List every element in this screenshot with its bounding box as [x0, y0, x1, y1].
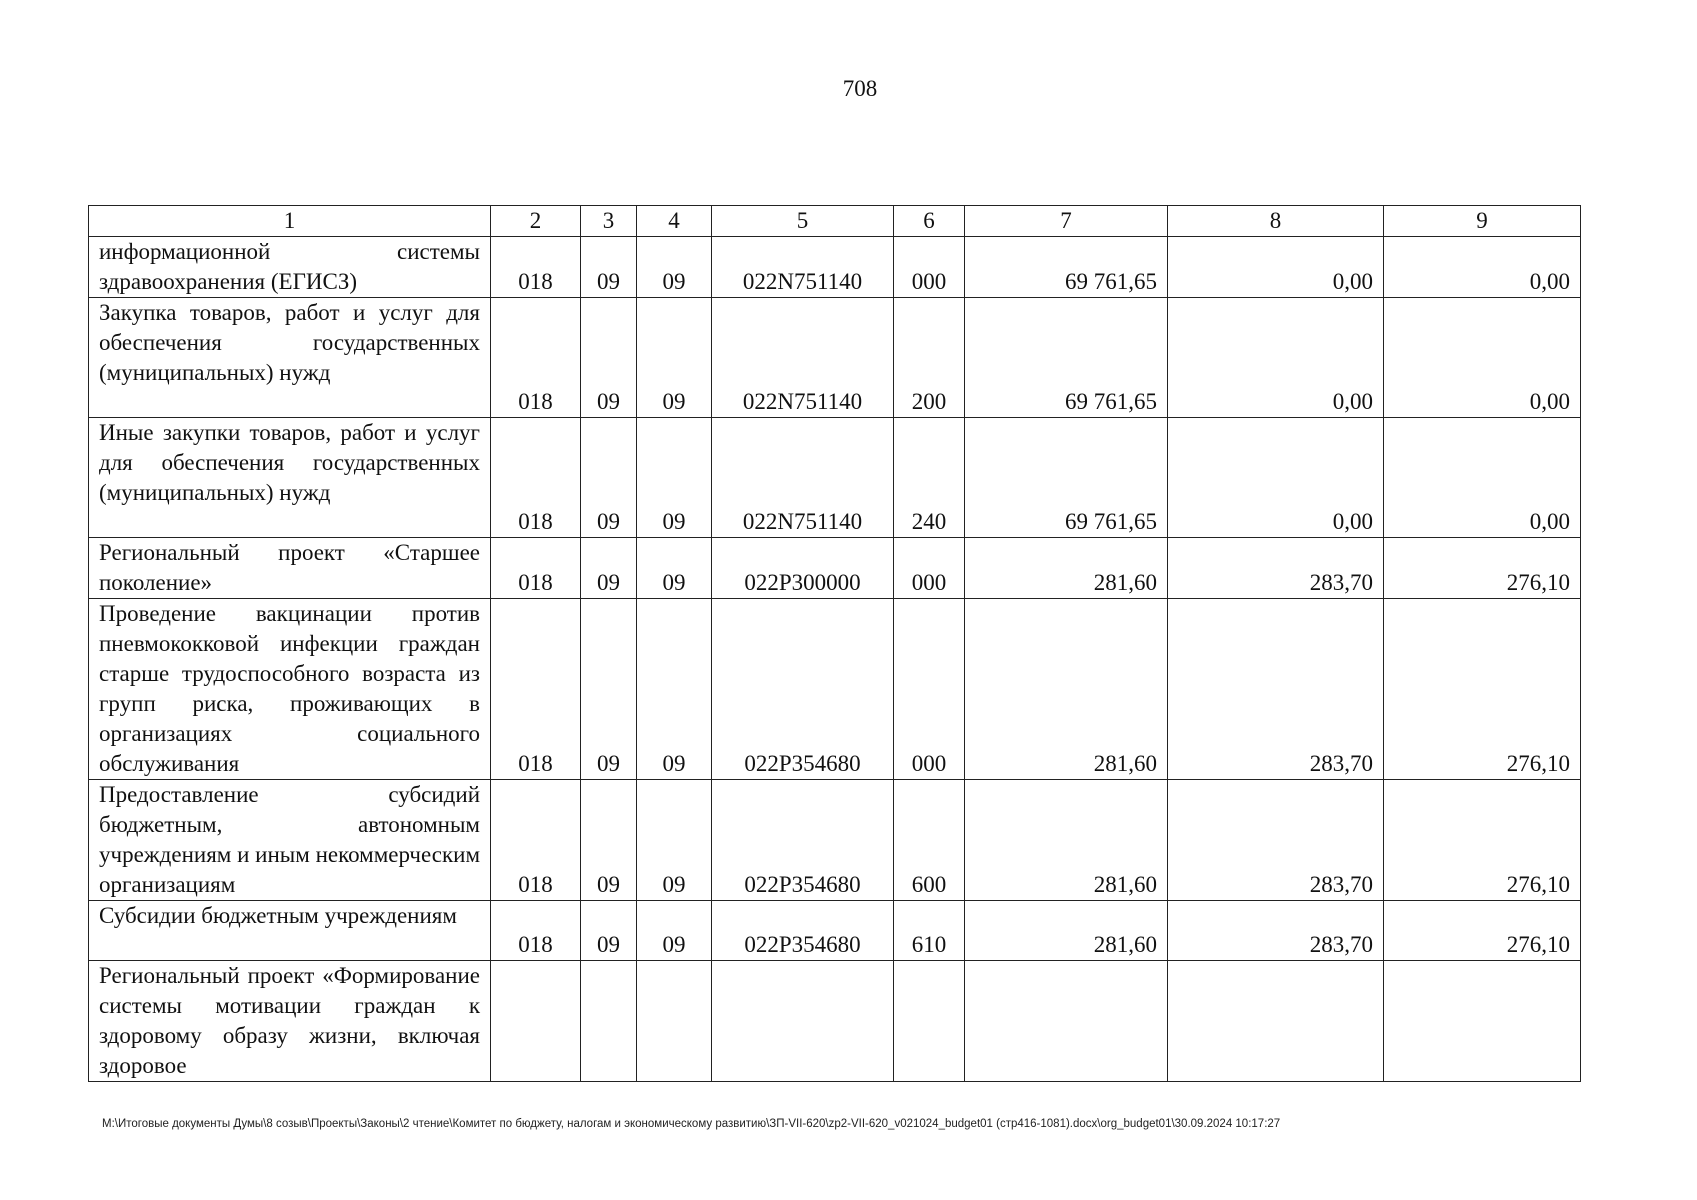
row-cell-col7: 69 761,65 — [965, 418, 1168, 538]
table-row — [89, 961, 1581, 1082]
row-cell-col4: 09 — [637, 780, 712, 901]
row-cell-col3: 09 — [581, 418, 637, 538]
row-cell-col9 — [1384, 961, 1581, 1082]
row-cell-col5: 022N751140 — [712, 418, 894, 538]
row-cell-col5: 022P300000 — [712, 538, 894, 599]
row-cell-col6: 000 — [894, 599, 965, 780]
row-name-cell: Закупка товаров, работ и услуг для обеспечения государственных (муниципальных) нужд — [89, 298, 491, 418]
row-cell-col6: 610 — [894, 901, 965, 961]
header-cell: 1 — [89, 206, 491, 237]
table-row — [89, 901, 1581, 961]
row-cell-col2: 018 — [491, 418, 581, 538]
row-cell-col8: 283,70 — [1168, 901, 1384, 961]
row-name-cell: Субсидии бюджетным учреждениям — [89, 901, 491, 961]
row-cell-col3: 09 — [581, 780, 637, 901]
header-cell: 2 — [491, 206, 581, 237]
row-cell-col3: 09 — [581, 538, 637, 599]
row-cell-col9: 276,10 — [1384, 780, 1581, 901]
row-name-cell: Иные закупки товаров, работ и услуг для обеспечения государственных (муниципальных) нужд — [89, 418, 491, 538]
row-cell-col4 — [637, 961, 712, 1082]
row-cell-col4: 09 — [637, 298, 712, 418]
row-cell-col7: 281,60 — [965, 599, 1168, 780]
row-cell-col7: 69 761,65 — [965, 237, 1168, 298]
row-cell-col9: 0,00 — [1384, 418, 1581, 538]
row-cell-col8: 0,00 — [1168, 418, 1384, 538]
row-cell-col4: 09 — [637, 418, 712, 538]
header-row — [89, 206, 1581, 237]
row-cell-col5: 022N751140 — [712, 298, 894, 418]
row-cell-col7: 281,60 — [965, 901, 1168, 961]
row-cell-col4: 09 — [637, 901, 712, 961]
table-row — [89, 237, 1581, 298]
row-cell-col9: 276,10 — [1384, 538, 1581, 599]
row-cell-col5 — [712, 961, 894, 1082]
row-cell-col6: 000 — [894, 237, 965, 298]
header-cell: 8 — [1168, 206, 1384, 237]
header-cell: 3 — [581, 206, 637, 237]
row-cell-col6: 240 — [894, 418, 965, 538]
footer-file-path: M:\Итоговые документы Думы\8 созыв\Проекты\Законы\2 чтение\Комитет по бюджету, налогам и экономическому развитию\ЗП-VII-620\zp2-VII-620_v021024_budget01 (стр416-1081).docx\org_budget01\30.09.2024 10:17:27 — [102, 1118, 1281, 1130]
row-cell-col8: 283,70 — [1168, 780, 1384, 901]
row-cell-col6 — [894, 961, 965, 1082]
table-row — [89, 298, 1581, 418]
header-cell: 9 — [1384, 206, 1581, 237]
header-cell: 6 — [894, 206, 965, 237]
row-cell-col3: 09 — [581, 298, 637, 418]
row-cell-col9: 276,10 — [1384, 599, 1581, 780]
row-cell-col6: 600 — [894, 780, 965, 901]
row-cell-col9: 0,00 — [1384, 237, 1581, 298]
row-cell-col8 — [1168, 961, 1384, 1082]
header-cell: 7 — [965, 206, 1168, 237]
row-cell-col6: 000 — [894, 538, 965, 599]
row-name-cell: Предоставление субсидий бюджетным, автономным учреждениям и иным некоммерческим организациям — [89, 780, 491, 901]
budget-table — [88, 205, 1581, 1082]
header-cell: 5 — [712, 206, 894, 237]
row-cell-col3: 09 — [581, 237, 637, 298]
row-cell-col7: 281,60 — [965, 538, 1168, 599]
row-cell-col2: 018 — [491, 780, 581, 901]
row-cell-col5: 022P354680 — [712, 780, 894, 901]
page-number: 708 — [842, 76, 878, 101]
table-body — [89, 237, 1581, 1082]
row-cell-col5: 022P354680 — [712, 599, 894, 780]
row-cell-col2 — [491, 961, 581, 1082]
row-cell-col7: 281,60 — [965, 780, 1168, 901]
row-cell-col4: 09 — [637, 237, 712, 298]
row-cell-col2: 018 — [491, 901, 581, 961]
row-cell-col7: 69 761,65 — [965, 298, 1168, 418]
row-name-cell: Региональный проект «Формирование системы мотивации граждан к здоровому образу жизни, включая здоровое — [89, 961, 491, 1082]
table-row — [89, 418, 1581, 538]
row-cell-col8: 0,00 — [1168, 237, 1384, 298]
row-cell-col3: 09 — [581, 901, 637, 961]
table-row — [89, 780, 1581, 901]
row-cell-col2: 018 — [491, 298, 581, 418]
row-name-cell: информационной системы здравоохранения (ЕГИСЗ) — [89, 237, 491, 298]
row-name-cell: Региональный проект «Старшее поколение» — [89, 538, 491, 599]
row-cell-col8: 0,00 — [1168, 298, 1384, 418]
row-cell-col3 — [581, 961, 637, 1082]
table-row — [89, 599, 1581, 780]
row-cell-col2: 018 — [491, 237, 581, 298]
row-cell-col2: 018 — [491, 599, 581, 780]
row-cell-col8: 283,70 — [1168, 599, 1384, 780]
row-cell-col9: 276,10 — [1384, 901, 1581, 961]
row-cell-col5: 022N751140 — [712, 237, 894, 298]
row-name-cell: Проведение вакцинации против пневмококковой инфекции граждан старше трудоспособного возраста из групп риска, проживающих в организациях социального обслуживания — [89, 599, 491, 780]
row-cell-col5: 022P354680 — [712, 901, 894, 961]
header-cell: 4 — [637, 206, 712, 237]
row-cell-col4: 09 — [637, 538, 712, 599]
row-cell-col2: 018 — [491, 538, 581, 599]
table-row — [89, 538, 1581, 599]
row-cell-col7 — [965, 961, 1168, 1082]
row-cell-col3: 09 — [581, 599, 637, 780]
row-cell-col4: 09 — [637, 599, 712, 780]
row-cell-col9: 0,00 — [1384, 298, 1581, 418]
row-cell-col8: 283,70 — [1168, 538, 1384, 599]
row-cell-col6: 200 — [894, 298, 965, 418]
